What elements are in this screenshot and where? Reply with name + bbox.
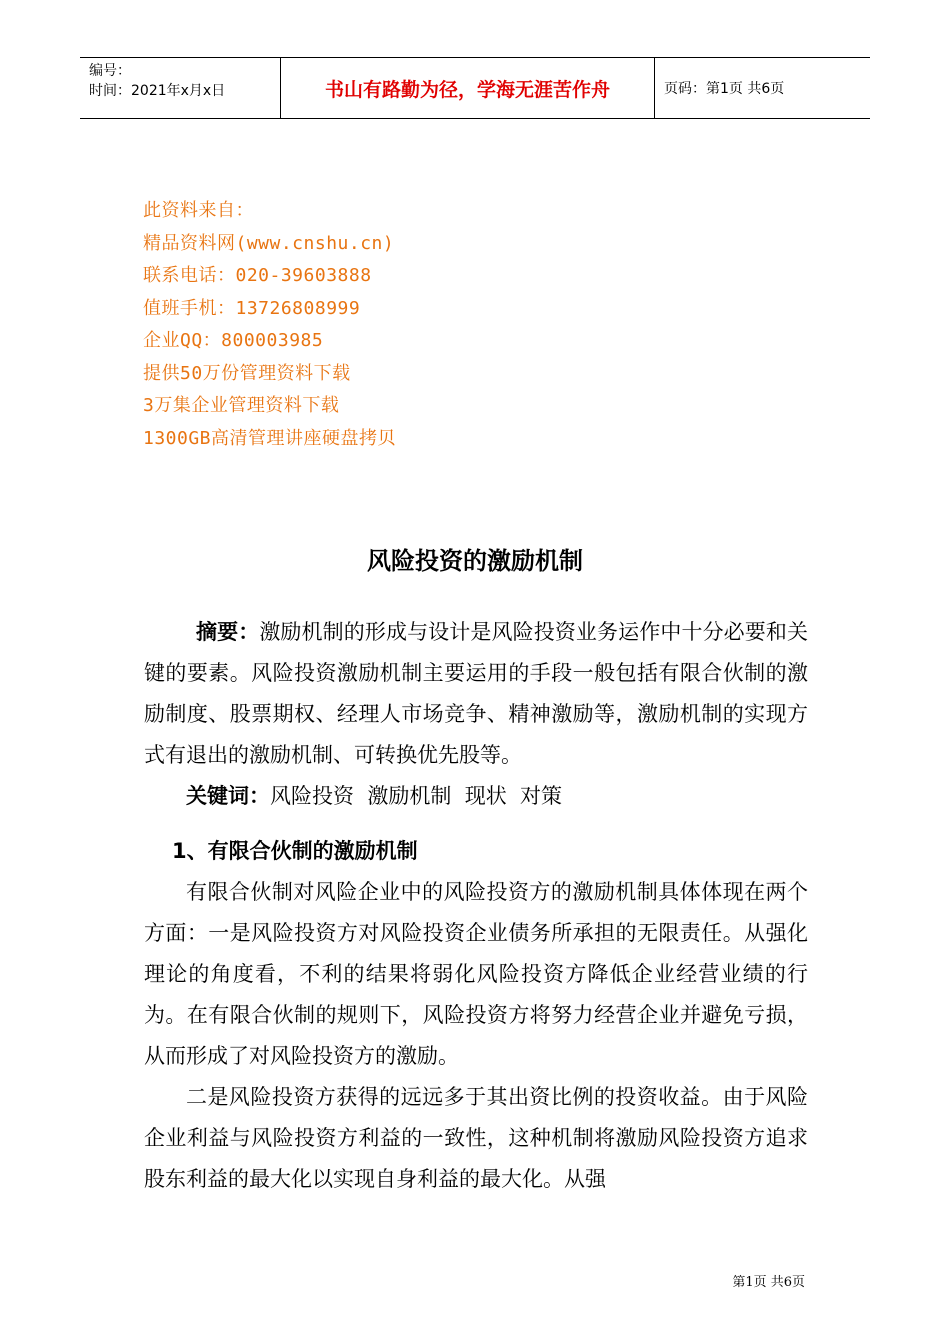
header-meta: [80, 58, 281, 118]
document-body: [144, 612, 808, 1200]
keywords-text: 风险投资 激励机制 现状 对策: [270, 784, 563, 808]
header-page-info: 页码：第1页 共6页: [664, 81, 785, 97]
source-line: 此资料来自：: [143, 200, 254, 221]
header-motto: 书山有路勤为径，学海无涯苦作舟: [324, 78, 610, 101]
page-header: [80, 57, 870, 119]
source-line: 联系电话：020-39603888: [143, 265, 372, 286]
header-motto-cell: [281, 58, 655, 118]
abstract-text: 激励机制的形成与设计是风险投资业务运作中十分必要和关键的要素。风险投资激励机制主要运用的手段一般包括有限合伙制的激励制度、股票期权、经理人市场竞争、精神激励等，激励机制的实现方式有退出的激励机制、可转换优先股等。: [144, 620, 809, 767]
source-info-block: [143, 195, 396, 455]
keywords-paragraph: [144, 776, 808, 817]
document-number-label: 编号：: [89, 63, 131, 79]
source-line: 精品资料网(www.cnshu.cn): [143, 232, 395, 254]
page-footer: 第1页 共6页: [732, 1275, 805, 1290]
document-time: 时间：2021年x月x日: [89, 83, 226, 99]
body-paragraph: 二是风险投资方获得的远远多于其出资比例的投资收益。由于风险企业利益与风险投资方利益的一致性，这种机制将激励风险投资方追求股东利益的最大化以实现自身利益的最大化。从强: [144, 1085, 808, 1191]
body-paragraph: 有限合伙制对风险企业中的风险投资方的激励机制具体体现在两个方面：一是风险投资方对风险投资企业债务所承担的无限责任。从强化理论的角度看，不利的结果将弱化风险投资方降低企业经营业绩的行为。在有限合伙制的规则下，风险投资方将努力经营企业并避免亏损，从而形成了对风险投资方的激励。: [144, 880, 808, 1068]
source-line: 提供50万份管理资料下载: [143, 362, 351, 384]
source-line: 3万集企业管理资料下载: [143, 395, 340, 416]
source-line: 企业QQ：800003985: [143, 330, 324, 351]
abstract-label: 摘要：: [196, 620, 260, 644]
keywords-label: 关键词：: [186, 784, 270, 808]
abstract-paragraph: [144, 612, 808, 776]
source-line: 1300GB高清管理讲座硬盘拷贝: [143, 427, 397, 449]
document-title: 风险投资的激励机制: [367, 547, 583, 575]
section-heading: 1、有限合伙制的激励机制: [172, 839, 418, 863]
source-line: 值班手机：13726808999: [143, 297, 361, 319]
